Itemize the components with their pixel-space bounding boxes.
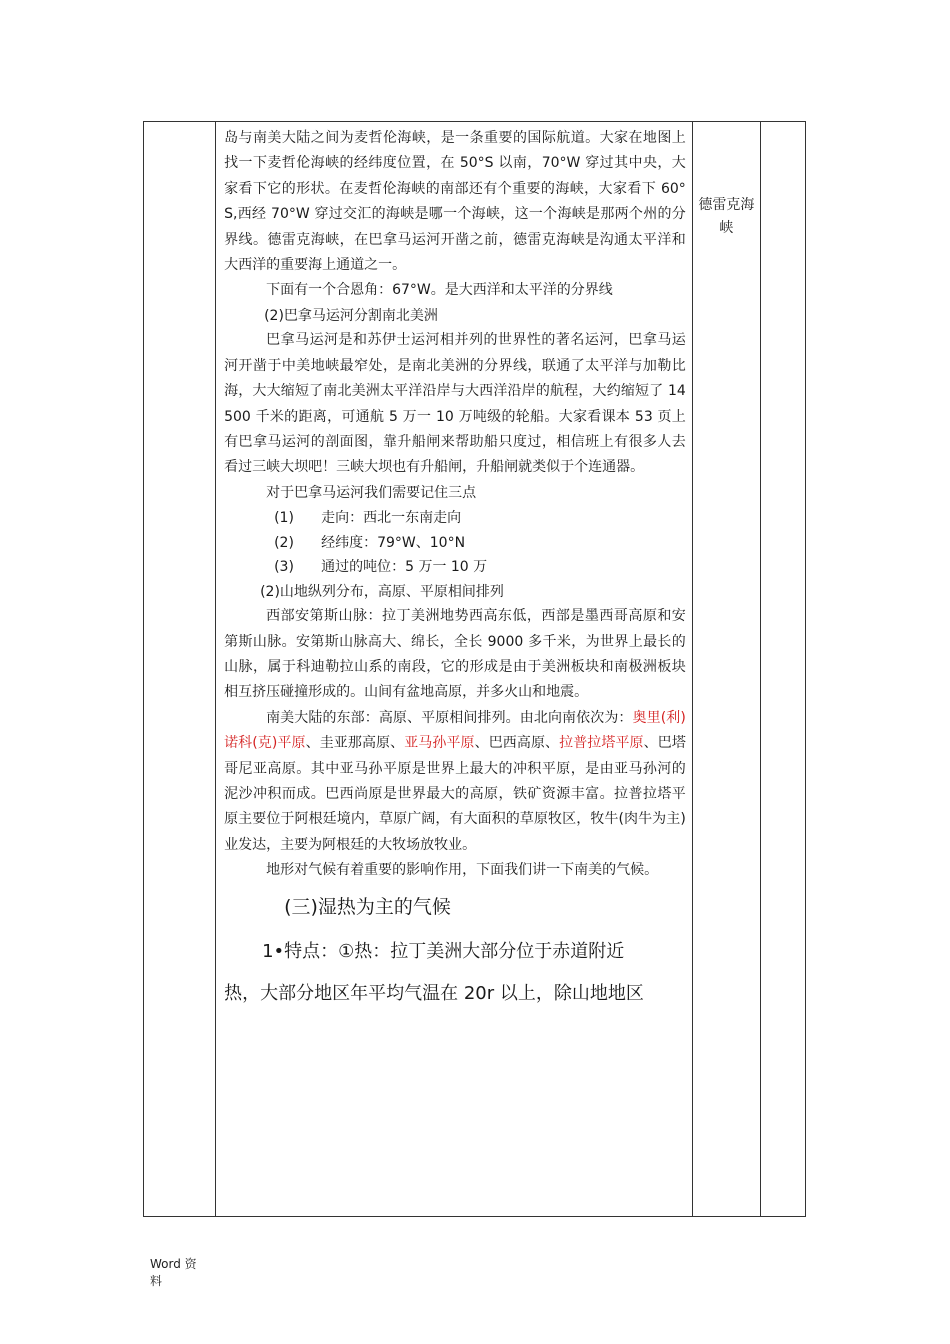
paragraph-three-points: 对于巴拿马运河我们需要记住三点: [266, 484, 477, 501]
paragraph-east-landforms: 南美大陆的东部：高原、平原相间排列。由北向南依次为：奥里(利)诺科(克)平原、圭亚那高原、亚马孙平原、巴西高原、拉普拉塔平原、巴塔哥尼亚高原。其中亚马孙平原是世界上最大的冲积平原，是由亚马孙河的泥沙冲积而成。巴西尚原是世界最大的高原，铁矿资源丰富。拉普拉塔平原主要位于阿根廷境内，草原广阔，有大面积的草原牧区，牧牛(肉牛为主)业发达，主要为阿根廷的大牧场放牧业。: [224, 709, 686, 853]
main-content-cell: [216, 122, 693, 1217]
list-item: (2) 经纬度：79°W、10°N: [274, 534, 466, 551]
paragraph-andes: 西部安第斯山脉：拉丁美洲地势西高东低，西部是墨西哥高原和安第斯山脉。安第斯山脉高大、绵长，全长 9000 多千米，为世界上最长的山脉，属于科迪勒拉山系的南段，它的形成是由于美洲板块和南极洲板块相互挤压碰撞形成的。山间有盆地高原，并多火山和地震。: [224, 608, 686, 701]
footer-label: Word 资料: [150, 1257, 197, 1288]
heading-panama: (2)巴拿马运河分割南北美洲: [264, 307, 438, 324]
left-cell: [144, 122, 216, 1217]
extra-cell: [760, 122, 805, 1217]
heading-mountains: (2)山地纵列分布，高原、平原相间排列: [260, 583, 504, 600]
heading-climate: (三)湿热为主的气候: [284, 895, 451, 918]
paragraph-climate-intro: 地形对气候有着重要的影响作用，下面我们讲一下南美的气候。: [266, 862, 659, 879]
lesson-table: [143, 121, 806, 1217]
paragraph-climate-feature: 1•特点：①热：拉丁美洲大部分位于赤道附近: [262, 940, 625, 962]
paragraph-climate-temperature: 热，大部分地区年平均气温在 20r 以上，除山地地区: [224, 982, 644, 1004]
paragraph-magellan: 岛与南美大陆之间为麦哲伦海峡，是一条重要的国际航道。大家在地图上找一下麦哲伦海峡的经纬度位置，在 50°S 以南，70°W 穿过其中央，大家看下它的形状。在麦哲伦海峡的南部还有个重要的海峡，大家看下 60°S,西经 70°W 穿过交汇的海峡是哪一个海峡，这一个海峡是那两个州的分界线。德雷克海峡，在巴拿马运河开凿之前，德雷克海峡是沟通太平洋和大西洋的重要海上通道之一。: [224, 130, 686, 274]
list-item: (3) 通过的吨位：5 万一 10 万: [274, 559, 488, 576]
side-note: 德雷克海峡: [698, 197, 755, 236]
highlight-orinoco: 奥里(利)诺科(克)平原: [224, 709, 686, 752]
list-item: (1) 走向：西北一东南走向: [274, 510, 462, 527]
paragraph-cape-horn: 下面有一个合恩角：67°W。是大西洋和太平洋的分界线: [266, 282, 613, 299]
side-note-cell: [692, 122, 760, 1217]
highlight-amazon: 亚马孙平原: [404, 735, 475, 752]
paragraph-panama: 巴拿马运河是和苏伊士运河相并列的世界性的著名运河，巴拿马运河开凿于中美地峡最窄处，是南北美洲的分界线，联通了太平洋与加勒比海，大大缩短了南北美洲太平洋沿岸与大西洋沿岸的航程，大约缩短了 14500 千米的距离，可通航 5 万一 10 万吨级的轮船。大家看课本 53 页上有巴拿马运河的剖面图，靠升船闸来帮助船只度过，相信班上有很多人去看过三峡大坝吧！三峡大坝也有升船闸，升船闸就类似于个连通器。: [224, 332, 686, 476]
highlight-la-plata: 拉普拉塔平原: [559, 735, 644, 752]
